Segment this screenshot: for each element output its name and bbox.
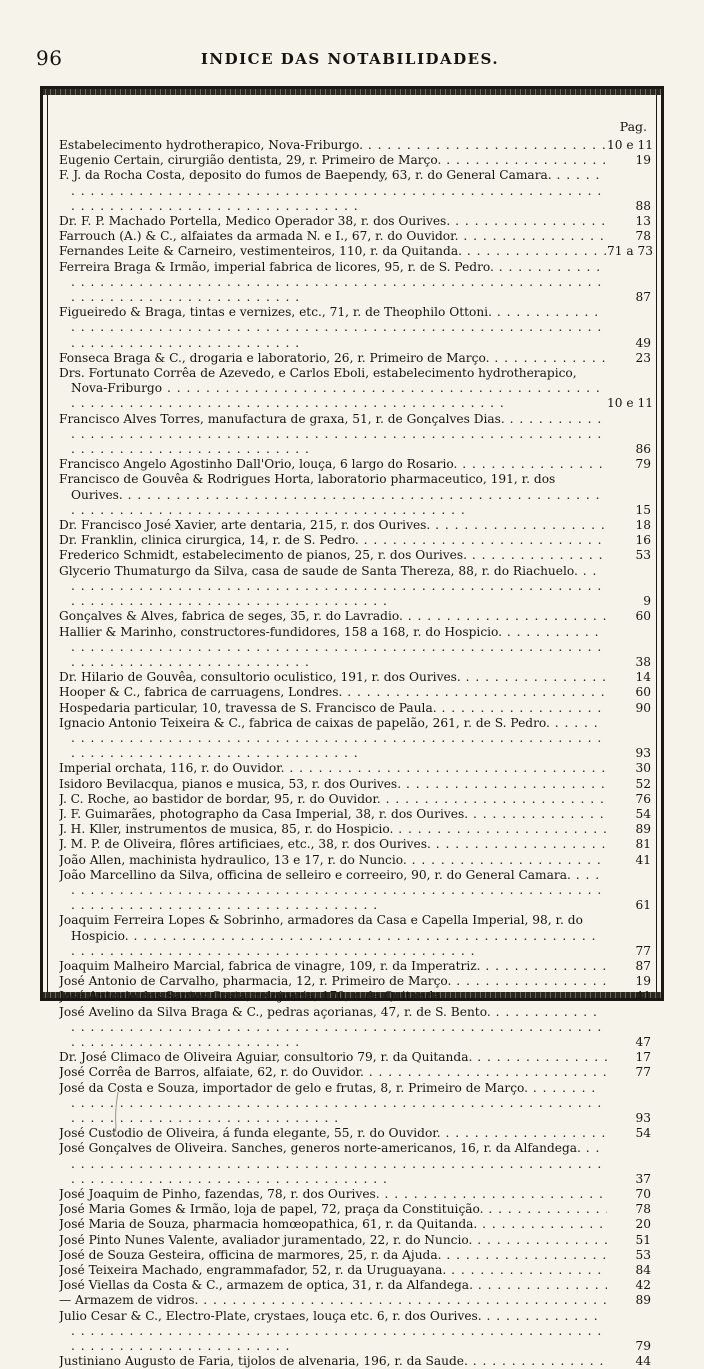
entry-body	[59, 1278, 607, 1293]
entry-page-number: 38	[635, 654, 651, 669]
entry-body	[59, 1248, 607, 1263]
entry-text: Farrouch (A.) & C., alfaiates da armada N. e I., 67, r. do Ouvidor. . . .	[59, 229, 607, 244]
entry-body	[59, 412, 607, 458]
entry-page-number: 53	[635, 1247, 651, 1262]
entry-body	[59, 1293, 607, 1308]
index-entry	[59, 548, 651, 563]
entry-page-number: 49	[635, 335, 651, 350]
entry-body	[59, 366, 607, 412]
entry-body	[59, 1065, 607, 1080]
index-entry	[59, 305, 651, 351]
index-entry	[59, 1081, 651, 1127]
entry-text: José Joaquim de Pinho, fazendas, 78, r. dos Ourives. . . .	[59, 1187, 607, 1202]
entry-page-number: 61	[635, 898, 651, 913]
entry-body	[59, 138, 607, 153]
entry-page-number: 10 e 11	[607, 138, 653, 152]
entry-text: Dr. Hilario de Gouvêa, consultorio oculistico, 191, r. dos Ourives. . . .	[59, 670, 607, 685]
entry-page-number: 13	[635, 214, 651, 229]
entry-text: José de Souza Gesteira, officina de marmores, 25, r. da Ajuda. . . .	[59, 1248, 607, 1263]
entry-body	[59, 472, 607, 518]
index-entry	[59, 366, 651, 412]
entry-body	[59, 761, 607, 776]
entry-page-number: 77	[635, 1065, 651, 1080]
index-entry	[59, 1126, 651, 1141]
entry-text: Dr. Franklin, clinica cirurgica, 14, r. de S. Pedro. . . .	[59, 533, 607, 548]
entry-text: Gonçalves & Alves, fabrica de seges, 35, r. do Lavradio. . . .	[59, 609, 607, 624]
entry-page-number: 79	[635, 457, 651, 472]
index-entry	[59, 913, 651, 959]
entry-body	[59, 564, 607, 610]
entry-body	[59, 1263, 607, 1278]
entry-text: Figueiredo & Braga, tintas e vernizes, etc., 71, r. de Theophilo Ottoni. . . .	[59, 305, 607, 351]
entry-page-number: 44	[635, 1354, 651, 1369]
entry-page-number: 78	[635, 1202, 651, 1217]
entry-text: José da Costa e Souza, importador de gelo e frutas, 8, r. Primeiro de Março. . . .	[59, 1081, 607, 1127]
entry-page-number: 41	[635, 989, 651, 1004]
index-entry	[59, 792, 651, 807]
entry-text: Estabelecimento hydrotherapico, Nova-Friburgo. . . .	[59, 138, 607, 153]
entry-page-number: 60	[635, 609, 651, 624]
index-entry	[59, 1005, 651, 1051]
index-entry	[59, 777, 651, 792]
index-entry	[59, 1278, 651, 1293]
entry-text: Joaquim Malheiro Marcial, fabrica de vinagre, 109, r. da Imperatriz. . . .	[59, 959, 607, 974]
entry-body	[59, 822, 607, 837]
entry-body	[59, 807, 607, 822]
index-entry	[59, 625, 651, 671]
entry-page-number: 10 e 11	[607, 396, 653, 411]
entry-text: — Armazem de vidros. . . .	[59, 1293, 607, 1308]
entry-page-number: 79	[635, 1339, 651, 1354]
index-entry	[59, 214, 651, 229]
entry-text: José Avelino da Silva Braga & C., pedras açorianas, 47, r. de S. Bento. . . .	[59, 1005, 607, 1051]
entry-body	[59, 1081, 607, 1127]
entry-text: J. C. Roche, ao bastidor de bordar, 95, r. do Ouvidor. . . .	[59, 792, 607, 807]
entry-body	[59, 913, 607, 959]
index-entry	[59, 609, 651, 624]
entry-page-number: 87	[635, 958, 651, 973]
entry-body	[59, 1233, 607, 1248]
index-entry	[59, 1202, 651, 1217]
entry-text: João Marcellino da Silva, officina de selleiro e correeiro, 90, r. do General Camara. . . .	[59, 868, 607, 914]
entry-text: Hooper & C., fabrica de carruagens, Londres. . . .	[59, 685, 607, 700]
entry-body	[59, 1141, 607, 1187]
entry-page-number: 60	[635, 685, 651, 700]
entry-text: Francisco de Gouvêa & Rodrigues Horta, laboratorio pharmaceutico, 191, r. dos Ourives. . . .	[59, 472, 607, 518]
entry-body	[59, 1126, 607, 1141]
entry-body	[59, 1202, 607, 1217]
index-entry	[59, 1217, 651, 1232]
index-entry	[59, 807, 651, 822]
entry-text: José Antonio dos Santos Costa, relojoaria, 170, r. da Quitanda. . . .	[59, 989, 607, 1004]
entry-body	[59, 1005, 607, 1051]
entry-page-number: 70	[635, 1187, 651, 1202]
entry-body	[59, 533, 607, 548]
entry-text: Fonseca Braga & C., drogaria e laboratorio, 26, r. Primeiro de Março. . . .	[59, 351, 607, 366]
entry-body	[59, 305, 607, 351]
index-entry	[59, 229, 651, 244]
entry-text: Hallier & Marinho, constructores-fundidores, 158 a 168, r. do Hospicio. . . .	[59, 625, 607, 671]
entry-text: Francisco Alves Torres, manufactura de graxa, 51, r. de Gonçalves Dias. . . .	[59, 412, 607, 458]
entry-text: José Viellas da Costa & C., armazem de optica, 31, r. da Alfandega. . . .	[59, 1278, 607, 1293]
entry-body	[59, 777, 607, 792]
entry-page-number: 20	[635, 1217, 651, 1232]
entry-body	[59, 244, 607, 259]
entry-text: F. J. da Rocha Costa, deposito do fumos de Baependy, 63, r. do General Camara. . . .	[59, 168, 607, 214]
index-entry	[59, 822, 651, 837]
entry-body	[59, 153, 607, 168]
entry-body	[59, 853, 607, 868]
entry-body	[59, 1187, 607, 1202]
pencil-mark	[104, 1090, 124, 1138]
index-entry-list	[59, 138, 654, 1369]
entry-page-number: 84	[635, 1263, 651, 1278]
entry-text: João Allen, machinista hydraulico, 13 e 17, r. do Nuncio. . . .	[59, 853, 607, 868]
entry-page-number: 88	[635, 198, 651, 213]
entry-page-number: 47	[635, 1034, 651, 1049]
entry-text: José Antonio de Carvalho, pharmacia, 12, r. Primeiro de Março. . . .	[59, 974, 607, 989]
entry-text: José Custodio de Oliveira, á funda elegante, 55, r. do Ouvidor. . . .	[59, 1126, 607, 1141]
index-entry	[59, 1263, 651, 1278]
entry-page-number: 87	[635, 290, 651, 305]
entry-text: Imperial orchata, 116, r. do Ouvidor. . . .	[59, 761, 607, 776]
entry-body	[59, 670, 607, 685]
entry-text: Francisco Angelo Agostinho Dall'Orio, louça, 6 largo do Rosario. . . .	[59, 457, 607, 472]
entry-body	[59, 792, 607, 807]
entry-body	[59, 1050, 607, 1065]
entry-text: José Gonçalves de Oliveira. Sanches, generos norte-americanos, 16, r. da Alfandega. . . .	[59, 1141, 607, 1187]
index-entry	[59, 1141, 651, 1187]
index-entry	[59, 1293, 651, 1308]
entry-text: Fernandes Leite & Carneiro, vestimenteiros, 110, r. da Quitanda. . . .	[59, 244, 607, 259]
index-entry	[59, 989, 651, 1004]
entry-body	[59, 1217, 607, 1232]
index-entry	[59, 959, 651, 974]
entry-page-number: 89	[635, 1293, 651, 1308]
index-entry	[59, 533, 651, 548]
entry-page-number: 78	[635, 229, 651, 244]
entry-page-number: 18	[635, 518, 651, 533]
index-entry	[59, 1248, 651, 1263]
running-title: INDICE DAS NOTABILIDADES.	[200, 50, 500, 68]
entry-page-number: 90	[635, 700, 651, 715]
index-entry	[59, 685, 651, 700]
entry-body	[59, 974, 607, 989]
index-entry	[59, 1354, 651, 1369]
entry-text: Joaquim Ferreira Lopes & Sobrinho, armadores da Casa e Capella Imperial, 98, r. do Hospicio. . . .	[59, 913, 607, 959]
entry-page-number: 54	[635, 806, 651, 821]
entry-text: Glycerio Thumaturgo da Silva, casa de saude de Santa Thereza, 88, r. do Riachuelo. . . .	[59, 564, 607, 610]
entry-body	[59, 214, 607, 229]
entry-page-number: 81	[635, 837, 651, 852]
entry-text: Isidoro Bevilacqua, pianos e musica, 53, r. dos Ourives. . . .	[59, 777, 607, 792]
entry-page-number: 41	[635, 852, 651, 867]
entry-page-number: 16	[635, 533, 651, 548]
entry-page-number: 19	[635, 153, 651, 168]
frame-ornament-top	[43, 89, 661, 95]
index-entry	[59, 472, 651, 518]
entry-page-number: 23	[635, 350, 651, 365]
index-entry	[59, 168, 651, 214]
entry-text: José Maria de Souza, pharmacia homœopathica, 61, r. da Quitanda. . . .	[59, 1217, 607, 1232]
page-number: 96	[36, 46, 63, 70]
entry-text: Hospedaria particular, 10, travessa de S. Francisco de Paula. . . .	[59, 701, 607, 716]
index-entry	[59, 457, 651, 472]
entry-page-number: 93	[635, 1111, 651, 1125]
entry-page-number: 86	[635, 442, 651, 457]
entry-body	[59, 229, 607, 244]
entry-body	[59, 716, 607, 762]
entry-body	[59, 1309, 607, 1355]
entry-text: J. F. Guimarães, photographo da Casa Imperial, 38, r. dos Ourives. . . .	[59, 807, 607, 822]
index-entry	[59, 518, 651, 533]
entry-body	[59, 260, 607, 306]
entry-page-number: 30	[635, 761, 651, 776]
index-entry	[59, 853, 651, 868]
index-entry	[59, 412, 651, 458]
index-entry	[59, 670, 651, 685]
index-frame	[40, 86, 664, 1369]
entry-body	[59, 868, 607, 914]
entry-body	[59, 959, 607, 974]
entry-page-number: 77	[635, 943, 651, 958]
entry-body	[59, 168, 607, 214]
index-entry	[59, 1050, 651, 1065]
index-entry	[59, 351, 651, 366]
index-entry	[59, 701, 651, 716]
entry-page-number: 15	[635, 502, 651, 517]
entry-text: Justiniano Augusto de Faria, tijolos de alvenaria, 196, r. da Saude. . . .	[59, 1354, 607, 1369]
entry-page-number: 37	[635, 1171, 651, 1186]
entry-page-number: 53	[635, 548, 651, 563]
entry-body	[59, 837, 607, 852]
entry-text: José Corrêa de Barros, alfaiate, 62, r. do Ouvidor. . . .	[59, 1065, 607, 1080]
index-entry	[59, 260, 651, 306]
entry-text: Dr. F. P. Machado Portella, Medico Operador 38, r. dos Ourives. . . .	[59, 214, 607, 229]
entry-text: Ignacio Antonio Teixeira & C., fabrica de caixas de papelão, 261, r. de S. Pedro. . . .	[59, 716, 607, 762]
entry-page-number: 51	[635, 1232, 651, 1247]
entry-page-number: 17	[635, 1050, 651, 1065]
entry-body	[59, 1354, 607, 1369]
entry-body	[59, 609, 607, 624]
entry-page-number: 76	[635, 791, 651, 806]
index-entry	[59, 837, 651, 852]
entry-page-number: 14	[635, 670, 651, 685]
entry-page-number: 52	[635, 776, 651, 791]
index-entry	[59, 761, 651, 776]
index-entry	[59, 1065, 651, 1080]
entry-text: J. M. P. de Oliveira, flôres artificiaes, etc., 38, r. dos Ourives. . . .	[59, 837, 607, 852]
entry-text: Dr. José Climaco de Oliveira Aguiar, consultorio 79, r. da Quitanda. . . .	[59, 1050, 607, 1065]
index-entry	[59, 138, 651, 153]
entry-page-number: 93	[635, 746, 651, 761]
entry-body	[59, 548, 607, 563]
index-entry	[59, 1309, 651, 1355]
entry-text: J. H. Kller, instrumentos de musica, 85, r. do Hospicio. . . .	[59, 822, 607, 837]
entry-body	[59, 989, 607, 1004]
entry-text: Ferreira Braga & Irmão, imperial fabrica de licores, 95, r. de S. Pedro. . . .	[59, 260, 607, 306]
entry-body	[59, 457, 607, 472]
entry-page-number: 71 a 73	[607, 244, 654, 259]
entry-text: José Pinto Nunes Valente, avaliador juramentado, 22, r. do Nuncio. . . .	[59, 1233, 607, 1248]
index-entry	[59, 1233, 651, 1248]
entry-page-number: 54	[635, 1126, 651, 1141]
page-column-label: Pag.	[619, 119, 647, 134]
index-entry	[59, 153, 651, 168]
entry-page-number: 9	[643, 594, 651, 609]
index-entry	[59, 716, 651, 762]
entry-text: Drs. Fortunato Corrêa de Azevedo, e Carlos Eboli, estabelecimento hydrotherapico, Nova-Friburgo . . .	[59, 366, 607, 412]
entry-body	[59, 518, 607, 533]
entry-text: Julio Cesar & C., Electro-Plate, crystaes, louça etc. 6, r. dos Ourives. . . .	[59, 1309, 607, 1355]
page-header	[30, 46, 670, 76]
entry-body	[59, 701, 607, 716]
entry-text: Frederico Schmidt, estabelecimento de pianos, 25, r. dos Ourives. . . .	[59, 548, 607, 563]
entry-text: Eugenio Certain, cirurgião dentista, 29, r. Primeiro de Março. . . .	[59, 153, 607, 168]
index-entry	[59, 244, 654, 259]
entry-text: José Teixeira Machado, engrammafador, 52, r. da Uruguayana. . . .	[59, 1263, 607, 1278]
entry-text: José Maria Gomes & Irmão, loja de papel, 72, praça da Constituição. . . .	[59, 1202, 607, 1217]
entry-text: Dr. Francisco José Xavier, arte dentaria, 215, r. dos Ourives. . . .	[59, 518, 607, 533]
entry-page-number: 42	[635, 1278, 651, 1293]
entry-page-number: 19	[635, 974, 651, 989]
entry-body	[59, 625, 607, 671]
entry-body	[59, 685, 607, 700]
index-entry	[59, 564, 651, 610]
index-entry	[59, 974, 651, 989]
index-entry	[59, 1187, 651, 1202]
index-entry	[59, 868, 651, 914]
entry-body	[59, 351, 607, 366]
entry-page-number: 89	[635, 822, 651, 837]
